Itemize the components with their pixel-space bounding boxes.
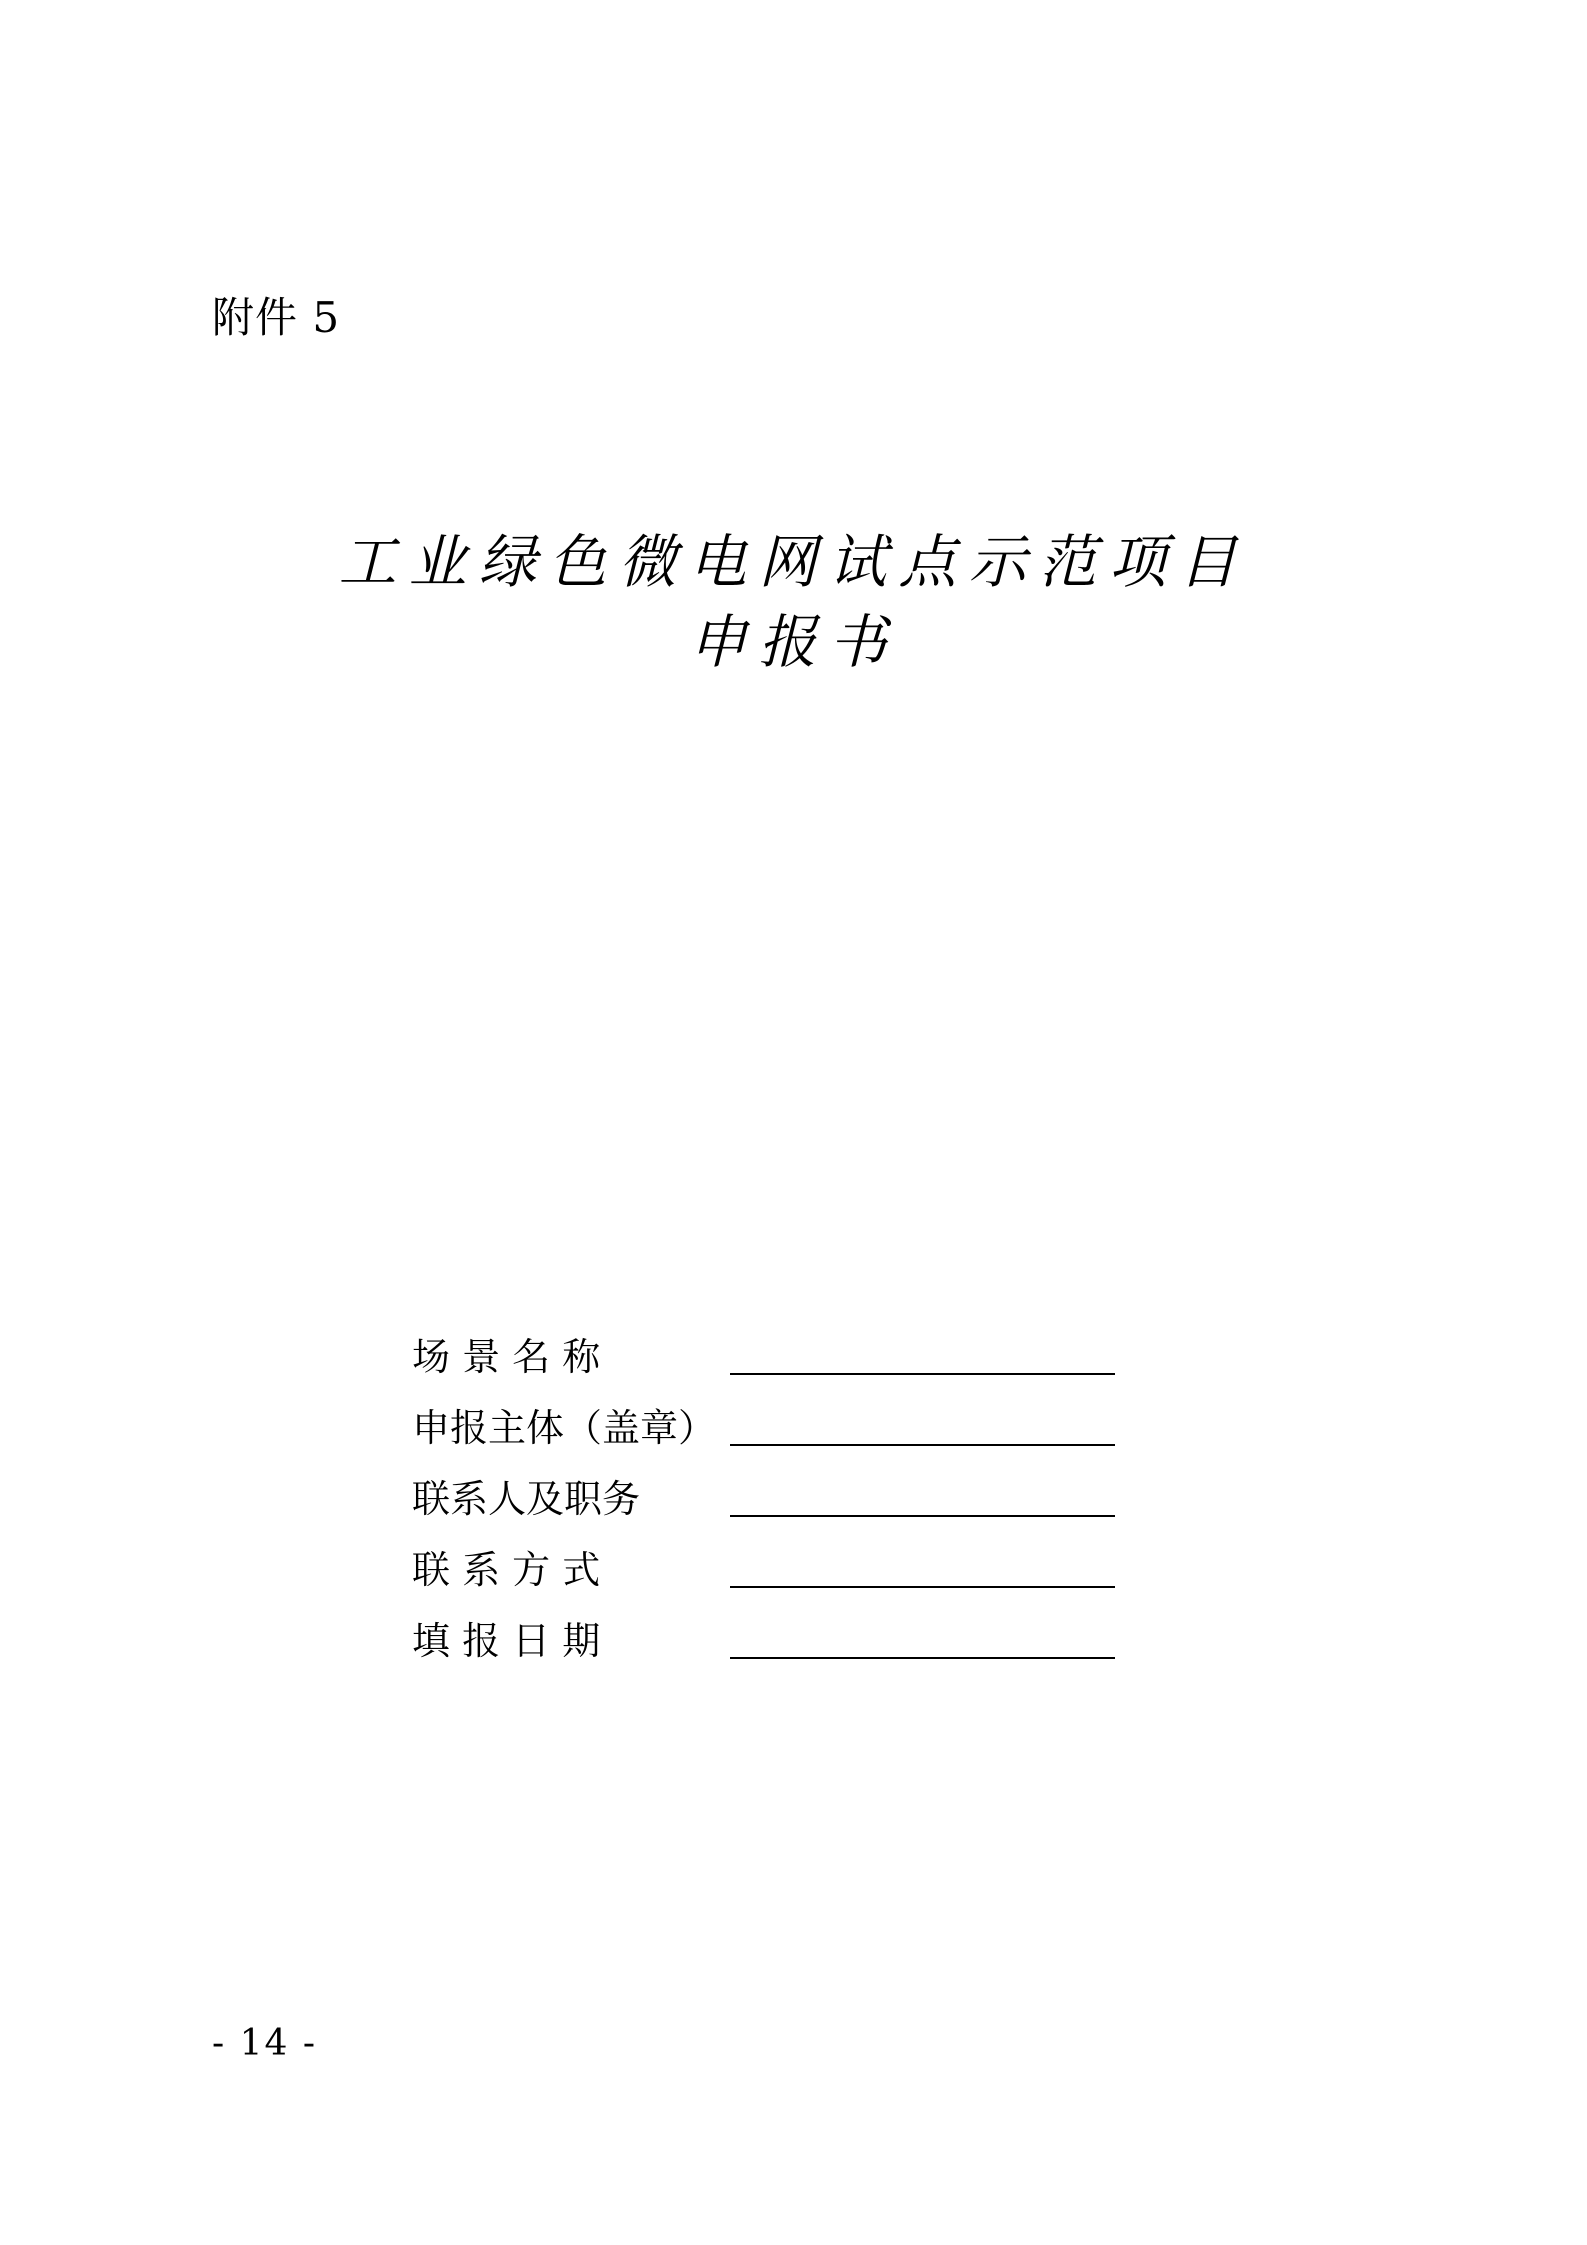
form-row-applicant: [412, 1381, 1115, 1452]
contact-method-field[interactable]: [730, 1586, 1115, 1588]
document-title: [0, 522, 1587, 682]
contact-person-field[interactable]: [730, 1515, 1115, 1517]
form-row-contact-method: [412, 1523, 1115, 1594]
title-line-1: 工业绿色微电网试点示范项目: [338, 528, 1249, 596]
form-row-contact-person: [412, 1452, 1115, 1523]
scene-name-field[interactable]: [730, 1373, 1115, 1375]
applicant-field[interactable]: [730, 1444, 1115, 1446]
applicant-label: 申报主体（盖章）: [412, 1406, 717, 1450]
page-number: - 14 -: [212, 2023, 318, 2064]
contact-method-label: 联 系 方 式: [412, 1548, 601, 1592]
fill-date-field[interactable]: [730, 1657, 1115, 1659]
attachment-label: 附件 5: [212, 293, 341, 342]
form-row-scene-name: [412, 1310, 1115, 1381]
form-row-fill-date: [412, 1594, 1115, 1665]
scene-name-label: 场 景 名 称: [412, 1335, 601, 1379]
title-line-2: 申报书: [688, 608, 899, 676]
fill-date-label: 填 报 日 期: [412, 1619, 601, 1663]
contact-person-label: 联系人及职务: [412, 1477, 641, 1521]
application-form: [412, 1310, 1115, 1665]
